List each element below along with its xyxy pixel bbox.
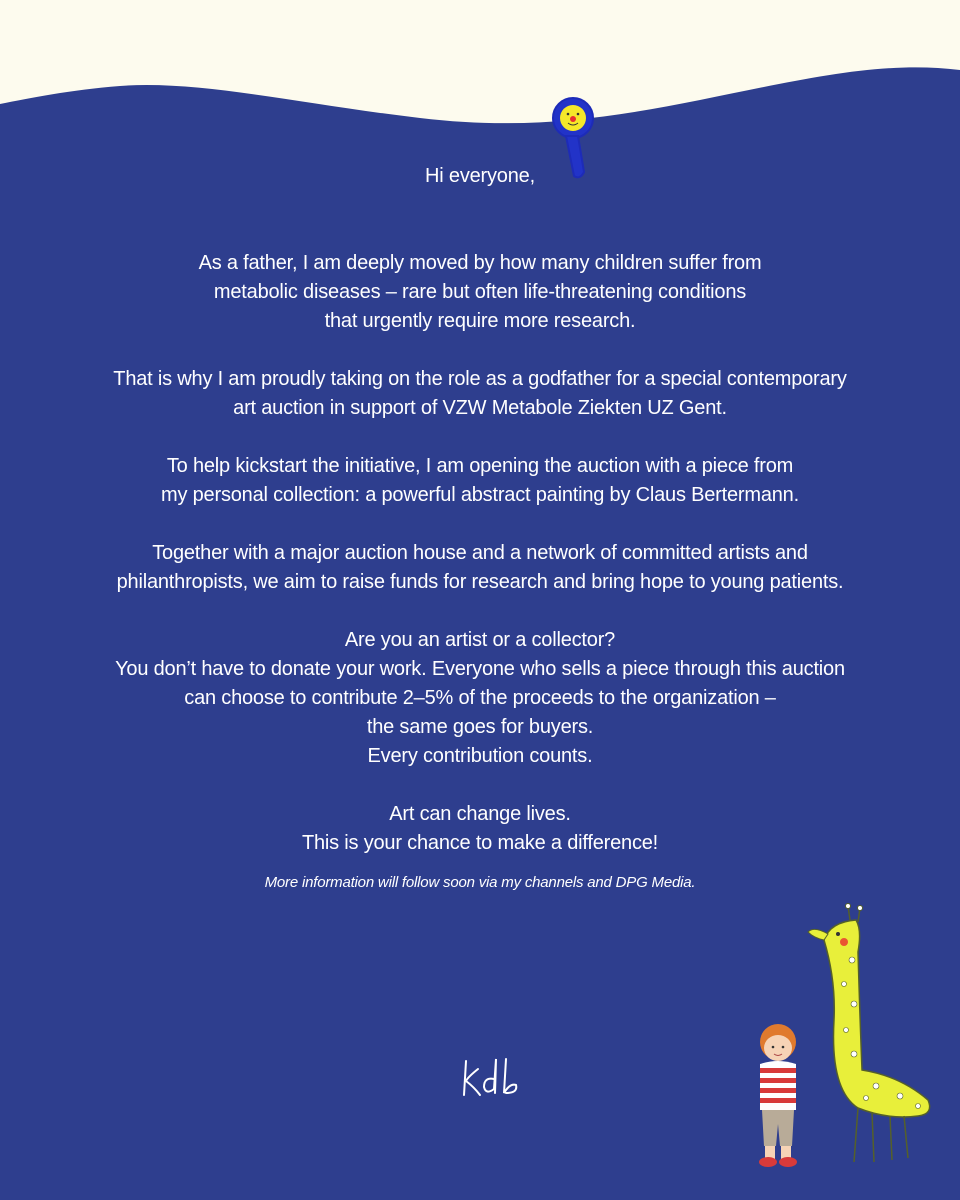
letter-body	[0, 162, 960, 894]
paragraph-line: Are you an artist or a collector?	[344, 629, 616, 651]
paragraph-line: philanthropists, we aim to raise funds for research and bring hope to young patients.	[116, 571, 844, 593]
paragraph-line: that urgently require more research.	[324, 310, 636, 332]
paragraph-line: Every contribution counts.	[367, 745, 593, 767]
paragraph-line: metabolic diseases – rare but often life-threatening conditions	[213, 281, 747, 303]
info-note: More information will follow soon via my channels and DPG Media.	[264, 874, 696, 891]
greeting: Hi everyone,	[425, 165, 535, 187]
giraffe-illustration	[800, 900, 940, 1170]
paragraph-godfather	[0, 365, 960, 423]
signature-kdb	[460, 1055, 520, 1101]
paragraph-father	[0, 249, 960, 336]
paragraph-line: You don’t have to donate your work. Everyone who sells a piece through this auction	[115, 658, 845, 680]
paragraph-line: the same goes for buyers.	[366, 716, 594, 738]
paragraph-line: Art can change lives.	[389, 803, 571, 825]
paragraph-line: my personal collection: a powerful abstract painting by Claus Bertermann.	[161, 484, 799, 506]
paragraph-line: can choose to contribute 2–5% of the proceeds to the organization –	[184, 687, 776, 709]
paragraph-line: Together with a major auction house and a network of committed artists and	[152, 542, 808, 564]
paragraph-artist	[0, 626, 960, 771]
boy-illustration	[748, 1020, 808, 1170]
paragraph-line: This is your chance to make a difference!	[301, 832, 659, 854]
top-wave-band	[0, 0, 960, 140]
paragraph-line: As a father, I am deeply moved by how many children suffer from	[198, 252, 762, 274]
paragraph-closing	[0, 800, 960, 858]
paragraph-kickstart	[0, 452, 960, 510]
paragraph-together	[0, 539, 960, 597]
paragraph-line: That is why I am proudly taking on the role as a godfather for a special contemporary	[113, 368, 847, 390]
paragraph-line: To help kickstart the initiative, I am opening the auction with a piece from	[166, 455, 794, 477]
paragraph-line: art auction in support of VZW Metabole Ziekten UZ Gent.	[233, 397, 727, 419]
